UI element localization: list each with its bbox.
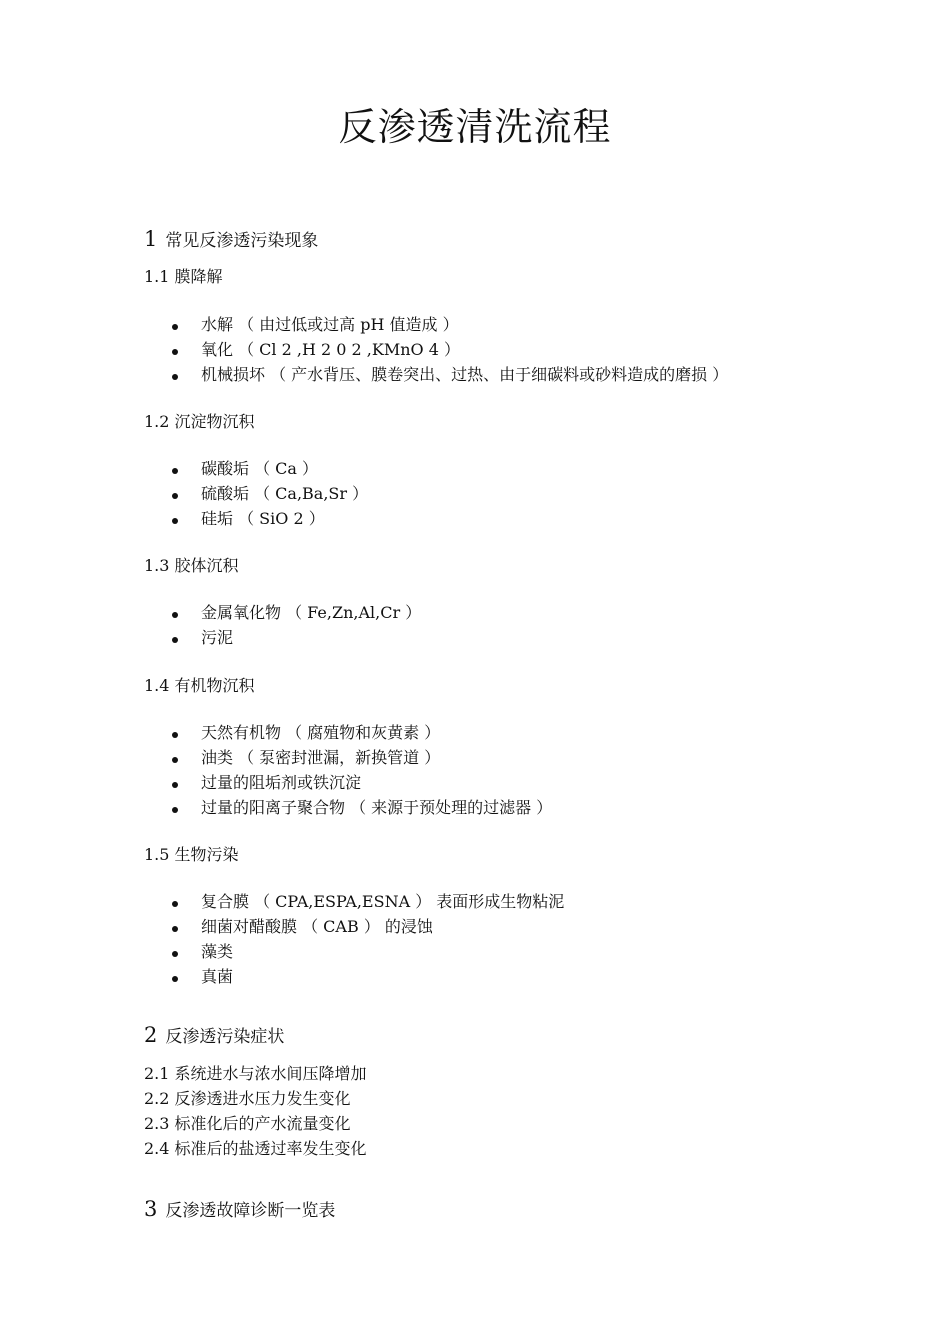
bullet-icon: [172, 901, 178, 907]
bullet-icon: [172, 612, 178, 618]
list-item: 机械损坏 （ 产水背压、膜卷突出、过热、由于细碳料或砂料造成的磨损 ）: [201, 365, 729, 384]
section-2-heading: [144, 1022, 284, 1047]
bullet-icon: [172, 926, 178, 932]
list-item: 硫酸垢 （ Ca,Ba,Sr ）: [201, 484, 369, 503]
bullet-icon: [172, 324, 178, 330]
numbered-line: 2.2 反渗透进水压力发生变化: [144, 1089, 351, 1108]
page-title: 反渗透清洗流程: [338, 105, 612, 149]
list-item: 复合膜 （ CPA,ESPA,ESNA ） 表面形成生物粘泥: [201, 892, 565, 911]
bullet-icon: [172, 976, 178, 982]
bullet-icon: [172, 374, 178, 380]
bullet-icon: [172, 757, 178, 763]
subsection-title: 1.2 沉淀物沉积: [144, 412, 255, 431]
section-title: 反渗透故障诊断一览表: [165, 1201, 336, 1221]
list-item: 天然有机物 （ 腐殖物和灰黄素 ）: [201, 723, 441, 742]
section-title: 常见反渗透污染现象: [165, 231, 319, 251]
subsection-title: 1.5 生物污染: [144, 845, 239, 864]
section-number: 2: [144, 1023, 158, 1047]
bullet-icon: [172, 637, 178, 643]
list-item: 水解 （ 由过低或过高 pH 值造成 ）: [201, 315, 459, 334]
subsection-title: 1.4 有机物沉积: [144, 676, 255, 695]
bullet-icon: [172, 782, 178, 788]
bullet-icon: [172, 518, 178, 524]
list-item: 过量的阳离子聚合物 （ 来源于预处理的过滤器 ）: [201, 798, 553, 817]
list-item: 氧化 （ Cl 2 ,H 2 0 2 ,KMnO 4 ）: [201, 340, 461, 359]
list-item: 油类 （ 泵密封泄漏，新换管道 ）: [201, 748, 441, 767]
bullet-icon: [172, 951, 178, 957]
list-item: 污泥: [201, 628, 234, 647]
section-number: 3: [144, 1197, 158, 1221]
section-1-heading: [144, 226, 318, 251]
list-item: 金属氧化物 （ Fe,Zn,Al,Cr ）: [201, 603, 422, 622]
bullet-icon: [172, 732, 178, 738]
bullet-icon: [172, 468, 178, 474]
list-item: 过量的阻垢剂或铁沉淀: [201, 773, 362, 792]
section-title: 反渗透污染症状: [165, 1027, 285, 1047]
list-item: 藻类: [201, 942, 234, 961]
subsection-title: 1.1 膜降解: [144, 267, 223, 286]
numbered-line: 2.1 系统进水与浓水间压降增加: [144, 1064, 367, 1083]
numbered-line: 2.4 标准后的盐透过率发生变化: [144, 1139, 367, 1158]
bullet-icon: [172, 493, 178, 499]
bullet-icon: [172, 807, 178, 813]
list-item: 碳酸垢 （ Ca ）: [201, 459, 319, 478]
section-3-heading: [144, 1196, 335, 1221]
bullet-icon: [172, 349, 178, 355]
section-number: 1: [144, 227, 158, 251]
list-item: 真菌: [201, 967, 234, 986]
list-item: 硅垢 （ SiO 2 ）: [201, 509, 325, 528]
list-item: 细菌对醋酸膜 （ CAB ） 的浸蚀: [201, 917, 433, 936]
subsection-title: 1.3 胶体沉积: [144, 556, 239, 575]
numbered-line: 2.3 标准化后的产水流量变化: [144, 1114, 351, 1133]
